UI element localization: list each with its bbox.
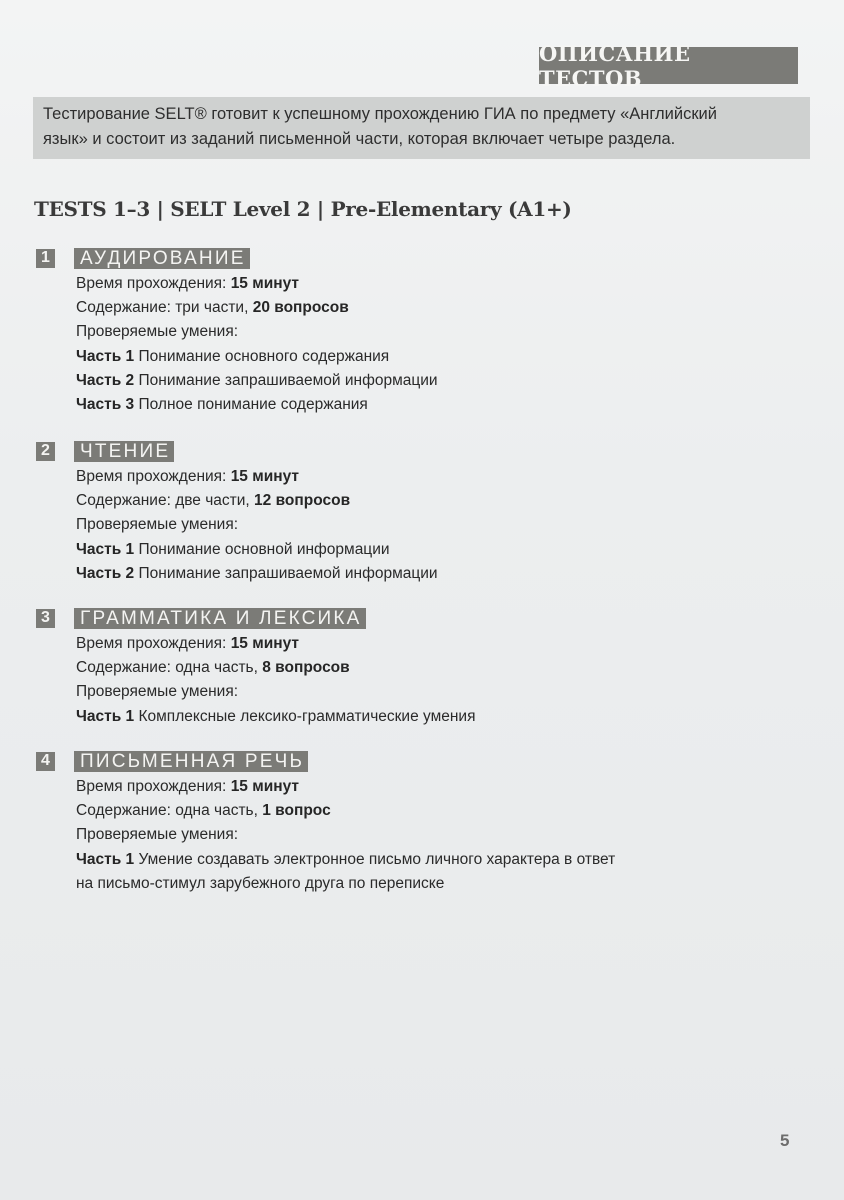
part-text: Понимание основного содержания	[134, 347, 390, 365]
section-body	[76, 465, 438, 586]
content-label: Содержание: две части,	[76, 492, 255, 510]
part-text: Умение создавать электронное письмо личного характера в ответ	[134, 850, 616, 868]
time-line	[76, 632, 475, 656]
time-line	[76, 465, 438, 489]
time-line	[76, 775, 615, 799]
part-label: Часть 3	[76, 396, 135, 414]
time-label: Время прохождения:	[76, 275, 231, 292]
section-reading	[36, 440, 438, 586]
content-line	[76, 656, 475, 680]
section-listening	[36, 247, 438, 417]
part-text: Понимание основной информации	[134, 540, 390, 558]
section-writing	[36, 750, 615, 896]
part-label: Часть 1	[76, 707, 135, 725]
content-line	[76, 296, 438, 320]
time-value: 15 минут	[230, 275, 299, 292]
skills-label: Проверяемые умения:	[76, 516, 239, 534]
part-text: Понимание запрашиваемой информации	[134, 371, 438, 389]
section-body	[76, 632, 475, 729]
section-heading	[36, 440, 438, 462]
part-line	[76, 705, 475, 729]
part-text: Понимание запрашиваемой информации	[134, 564, 438, 582]
intro-text-line-1: Тестирование SELT® готовит к успешному прохождению ГИА по предмету «Английский	[43, 105, 717, 123]
part-label: Часть 1	[76, 850, 135, 868]
content-label: Содержание: одна часть,	[76, 659, 263, 677]
section-title: АУДИРОВАНИЕ	[74, 248, 250, 269]
section-number: 4	[36, 752, 55, 771]
time-label: Время прохождения:	[76, 468, 231, 485]
section-title: ПИСЬМЕННАЯ РЕЧЬ	[74, 751, 308, 772]
tests-heading: TESTS 1–3 | SELT Level 2 | Pre-Elementary (A1+)	[34, 197, 572, 221]
content-value: 1 вопрос	[262, 802, 331, 820]
section-body	[76, 272, 438, 417]
time-line	[76, 272, 438, 296]
section-number: 1	[36, 249, 55, 268]
section-body	[76, 775, 615, 896]
intro-box	[33, 97, 810, 159]
time-label: Время прохождения:	[76, 635, 231, 652]
time-value: 15 минут	[230, 635, 299, 652]
part-label: Часть 2	[76, 371, 135, 389]
section-heading	[36, 607, 475, 629]
skills-label: Проверяемые умения:	[76, 323, 239, 341]
skills-label: Проверяемые умения:	[76, 683, 239, 701]
content-value: 12 вопросов	[254, 492, 351, 510]
section-heading	[36, 247, 438, 269]
skills-label: Проверяемые умения:	[76, 826, 239, 844]
content-value: 8 вопросов	[262, 659, 350, 677]
time-value: 15 минут	[230, 468, 299, 485]
part-text: Полное понимание содержания	[134, 396, 368, 414]
part-line	[76, 369, 438, 393]
part-line	[76, 393, 438, 417]
time-value: 15 минут	[230, 778, 299, 795]
section-number: 2	[36, 442, 55, 461]
part-line	[76, 562, 438, 586]
part-line	[76, 848, 615, 872]
content-label: Содержание: одна часть,	[76, 802, 263, 820]
intro-text-line-2: язык» и состоит из заданий письменной части, которая включает четыре раздела.	[43, 130, 676, 148]
section-header-badge: ОПИСАНИЕ ТЕСТОВ	[539, 47, 798, 84]
part-label: Часть 2	[76, 564, 135, 582]
content-label: Содержание: три части,	[76, 299, 253, 317]
content-line	[76, 799, 615, 823]
part-text: Комплексные лексико-грамматические умения	[134, 707, 476, 725]
section-title: ЧТЕНИЕ	[74, 441, 174, 462]
section-title: ГРАММАТИКА И ЛЕКСИКА	[74, 608, 366, 629]
content-line	[76, 489, 438, 513]
part-label: Часть 1	[76, 347, 135, 365]
part-line-continuation: на письмо-стимул зарубежного друга по переписке	[76, 874, 445, 892]
content-value: 20 вопросов	[252, 299, 349, 317]
section-number: 3	[36, 609, 55, 628]
section-grammar-vocabulary	[36, 607, 475, 729]
page-number: 5	[780, 1131, 790, 1150]
part-label: Часть 1	[76, 540, 135, 558]
part-line	[76, 345, 438, 369]
section-heading	[36, 750, 615, 772]
time-label: Время прохождения:	[76, 778, 231, 795]
part-line	[76, 538, 438, 562]
